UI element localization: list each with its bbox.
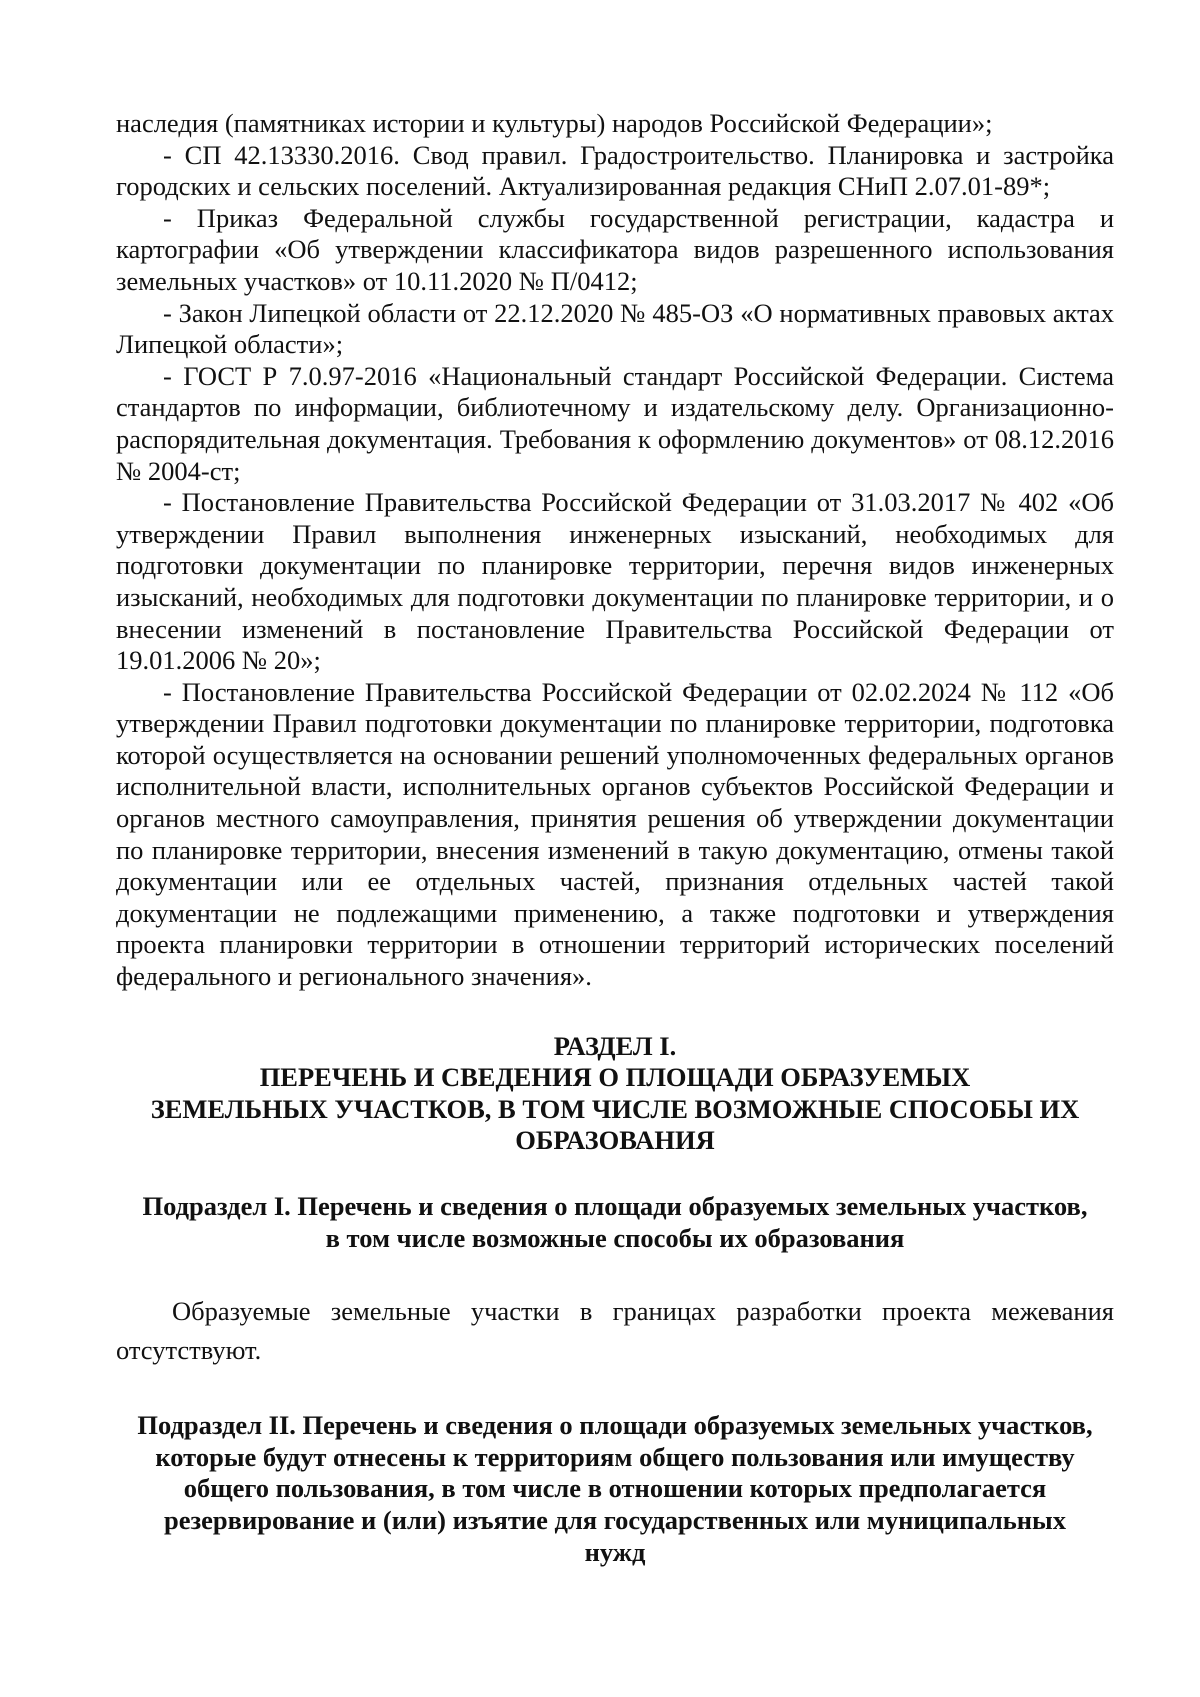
list-item: - Закон Липецкой области от 22.12.2020 № 485-ОЗ «О нормативных правовых актах Липецкой области»; xyxy=(116,297,1114,360)
list-item: - Приказ Федеральной службы государственной регистрации, кадастра и картографии «Об утверждении классификатора видов разрешенного использования земельных участков» от 10.11.2020 № П/0412; xyxy=(116,202,1114,296)
subsection-title-line: в том числе возможные способы их образования xyxy=(325,1222,905,1253)
list-item: - ГОСТ Р 7.0.97-2016 «Национальный стандарт Российской Федерации. Система стандартов по информации, библиотечному и издательскому делу. Организационно-распорядительная документация. Требования к оформлению документов» от 08.12.2016 № 2004-ст; xyxy=(116,360,1114,486)
subsection-title-line: нужд xyxy=(584,1536,646,1567)
list-item: - Постановление Правительства Российской Федерации от 02.02.2024 № 112 «Об утверждении Правил подготовки документации по планировке территории, подготовка которой осуществляется на основании решений уполномоченных федеральных органов исполнительной власти, исполнительных органов субъектов Российской Федерации и органов местного самоуправления, принятия решения об утверждении документации по планировке территории, внесения изменений в такую документацию, отмены такой документации или ее отдельных частей, признания отдельных частей такой документации не подлежащими применению, а также подготовки и утверждения проекта планировки территории в отношении территорий исторических поселений федерального и регионального значения». xyxy=(116,676,1114,992)
subsection-title-line: общего пользования, в том числе в отношении которых предполагается xyxy=(183,1473,1047,1504)
list-item: наследия (памятниках истории и культуры) народов Российской Федерации»; xyxy=(116,108,993,138)
section-title-line: ОБРАЗОВАНИЯ xyxy=(515,1125,715,1156)
subsection-title-line: которые будут отнесены к территориям общего пользования или имуществу xyxy=(155,1441,1075,1472)
normative-list xyxy=(116,108,1114,993)
subsection-title-line: Подраздел II. Перечень и сведения о площади образуемых земельных участков, xyxy=(137,1410,1093,1441)
section-title-line: РАЗДЕЛ I. xyxy=(553,1030,677,1061)
list-item: - Постановление Правительства Российской Федерации от 31.03.2017 № 402 «Об утверждении Правил выполнения инженерных изысканий, необходимых для подготовки документации по планировке территории, перечня видов инженерных изысканий, необходимых для подготовки документации по планировке территории, и о внесении изменений в постановление Правительства Российской Федерации от 19.01.2006 № 20»; xyxy=(116,487,1114,676)
subsection-1-body xyxy=(116,1292,1114,1370)
section-title-line: ЗЕМЕЛЬНЫХ УЧАСТКОВ, В ТОМ ЧИСЛЕ ВОЗМОЖНЫЕ СПОСОБЫ ИХ xyxy=(150,1093,1080,1124)
section-heading xyxy=(116,1031,1114,1157)
document-page xyxy=(116,108,1114,1568)
subsection-title-line: резервирование и (или) изъятие для государственных или муниципальных xyxy=(164,1504,1066,1535)
subsection-title-line: Подраздел I. Перечень и сведения о площади образуемых земельных участков, xyxy=(142,1191,1088,1221)
list-item: - СП 42.13330.2016. Свод правил. Градостроительство. Планировка и застройка городских и сельских поселений. Актуализированная редакция СНиП 2.07.01-89*; xyxy=(116,139,1114,202)
subsection-1-heading xyxy=(116,1191,1114,1254)
section-title-line: ПЕРЕЧЕНЬ И СВЕДЕНИЯ О ПЛОЩАДИ ОБРАЗУЕМЫХ xyxy=(259,1062,971,1093)
body-paragraph: Образуемые земельные участки в границах разработки проекта межевания отсутствуют. xyxy=(116,1296,1114,1366)
subsection-2-heading xyxy=(116,1410,1114,1568)
